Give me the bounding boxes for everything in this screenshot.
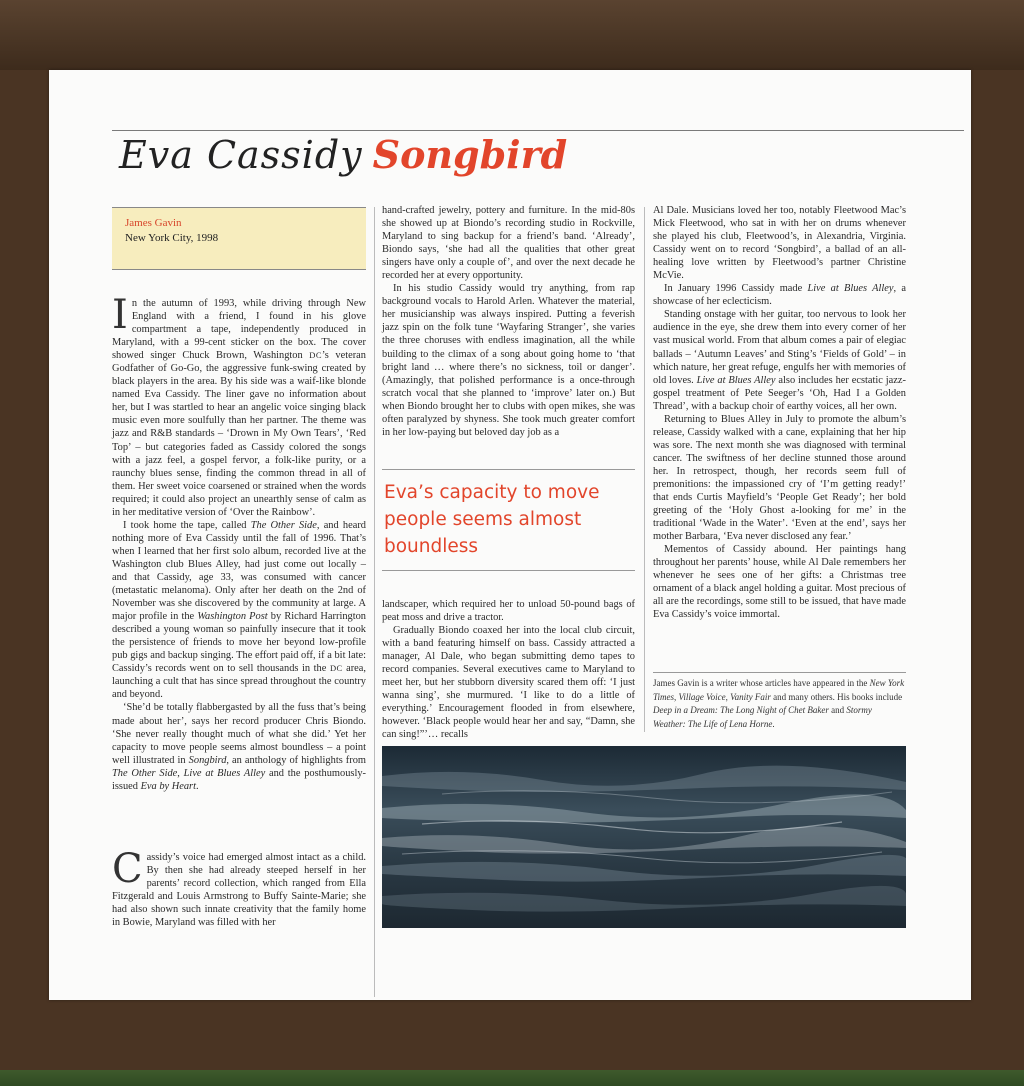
text-run: In his studio Cassidy would try anything, from rap background vocals to Harold Arlen. Whatever the material, her musicianship was always inspired. Putting a feverish jazz spin on the folk tune ‘Wayfaring Stranger’, she varies the three choruses with endless imagination, all the while building to the climax of a song about going home to ‘that bright land … where there’s no sickness, toil or danger’. (Amazingly, that polished performance is a once-through scratch vocal that she planned to ‘improve’ later on.) But when Biondo brought her to clubs with open mikes, she was often paralyzed by shyness. She took much greater comfort in her low-paying but beloved day job as a bbox=[382, 283, 635, 438]
article-column-1b bbox=[112, 846, 366, 929]
article-paragraph bbox=[653, 308, 906, 412]
article-column-1a bbox=[112, 292, 367, 793]
text-run: Gradually Biondo coaxed her into the local club circuit, with a band featuring himself on bass. Cassidy attracted a manager, Al Dale, who began submitting demo tapes to record companies. Several executives came to Maryland to meet her, but her stubborn diversity scared them off: ‘I just wanna sing’, she murmured. ‘I like to do a little of everything.’ Encouragement flooded in from elsewhere, however. ‘Black people would hear her and say, “Damn, she can sing!”’… recalls bbox=[382, 625, 635, 741]
title-rule bbox=[112, 130, 964, 131]
article-column-2b bbox=[382, 598, 635, 742]
text-run: Eva by Heart bbox=[140, 780, 196, 792]
text-run: and many others. His books include bbox=[770, 691, 903, 702]
text-run: Stormy Weather: The Life of Lena Horne bbox=[653, 705, 872, 729]
article-sheet bbox=[49, 70, 971, 1000]
article-paragraph bbox=[653, 204, 906, 282]
text-run: Songbird bbox=[188, 754, 227, 766]
text-run: New York Times bbox=[653, 678, 905, 702]
frame-bottom-strip bbox=[0, 1070, 1024, 1086]
drop-cap: I bbox=[112, 292, 128, 338]
text-run: Live at Blues Alley bbox=[183, 767, 266, 779]
article-paragraph bbox=[382, 624, 635, 741]
text-run: Returning to Blues Alley in July to promote the album’s release, Cassidy walked with a cane, explaining that her hip was sore. The next month she was diagnosed with terminal cancer. The swiftness of her decline stunned those around her. In retrospect, though, her records seem full of premonitions: the impassioned cry of ‘I’m getting ready!’ that ends Curtis Mayfield’s ‘People Get Ready’; her bold greeting of the ‘Holy Ghost a-looking for me’ in the traditional ‘Wade in the Water’. ‘Even at the end’, says her mother Barbara, ‘Eva never disclosed any fear.’ bbox=[653, 413, 906, 543]
text-run: Live at Blues Alley bbox=[696, 374, 776, 386]
text-run: , bbox=[725, 691, 731, 702]
text-run: Standing onstage with her guitar, too nervous to look her audience in the eye, she drew them into every corner of her vast musical world. From that album comes a pair of elegiac ballads – ‘Autumn Leaves’ and Sting’s ‘Fields of Gold’ – in which nature, her great refuge, engulfs her with memories of old loves. bbox=[653, 309, 906, 386]
text-run: landscaper, which required her to unload 50-pound bags of peat moss and drive a tractor. bbox=[382, 599, 635, 624]
article-paragraph bbox=[112, 701, 366, 792]
article-paragraph bbox=[382, 282, 635, 439]
title-artist: Eva Cassidy bbox=[119, 133, 363, 177]
text-run: DC bbox=[329, 663, 343, 674]
pullquote-rule-top bbox=[382, 469, 635, 470]
text-run: and bbox=[828, 705, 847, 716]
article-title bbox=[119, 132, 567, 188]
text-run: Al Dale. Musicians loved her too, notably Fleetwood Mac’s Mick Fleetwood, who sat in with her on drums whenever she played his club, Fleetwood’s, in Alexandria, Virginia. Cassidy went on to record ‘Songbird’, a ballad of an all-healing love written by Fleetwood’s partner Christine McVie. bbox=[653, 205, 906, 282]
text-run: , bbox=[177, 767, 184, 779]
text-run: . bbox=[195, 780, 199, 792]
text-run: area, launching a cult that has since spread throughout the country and beyond. bbox=[112, 663, 367, 701]
text-run: Mementos of Cassidy abound. Her paintings hang throughout her parents’ house, while Al Dale remembers her whenever he sees one of her gifts: a Christmas tree ornament of a black angel holding a guitar. Most precious of all are the recordings, some still to be issued, that have made Eva Cassidy’s voice immortal. bbox=[653, 544, 906, 621]
title-album: Songbird bbox=[372, 132, 568, 177]
text-run: Vanity Fair bbox=[730, 691, 771, 702]
text-run: Deep in a Dream: The Long Night of Chet Baker bbox=[653, 705, 829, 716]
text-run: also includes her ecstatic jazz-gospel treatment of Pete Seeger’s ‘Oh, Had I a Golden Thread’, with a backup choir of earthy voices, all her own. bbox=[653, 374, 906, 412]
article-paragraph bbox=[112, 292, 366, 519]
pullquote-rule-bottom bbox=[382, 570, 635, 571]
article-column-3 bbox=[653, 204, 906, 622]
bio-rule bbox=[653, 672, 906, 673]
article-paragraph bbox=[382, 204, 635, 282]
text-run: Village Voice bbox=[678, 691, 726, 702]
column-divider bbox=[644, 207, 645, 732]
byline-author: James Gavin bbox=[125, 217, 182, 229]
text-run: James Gavin is a writer whose articles have appeared in the bbox=[653, 678, 870, 688]
byline-place-date: New York City, 1998 bbox=[125, 232, 219, 244]
article-paragraph bbox=[382, 598, 635, 624]
byline-box bbox=[112, 207, 366, 270]
article-paragraph bbox=[112, 519, 366, 702]
article-paragraph bbox=[653, 282, 906, 308]
text-run: ‘She’d be totally flabbergasted by all the fuss that’s being made about her’, says her record producer Chris Biondo. ‘She never really thought much of what she did.’ Yet her capacity to move people seems almost boundless – a point well illustrated in bbox=[112, 702, 366, 766]
frame-top bbox=[0, 0, 1024, 70]
text-run: I took home the tape, called bbox=[123, 519, 251, 531]
text-run: ’s veteran Godfather of Go-Go, the aggressive funk-swing created by black players in the area. By his side was a waif-like blonde named Eva Cassidy. The liner gave no information about her, but I was startled to hear an angelic voice singing black music even more soulfully than her partner. The theme was jazz and R&B standards – ‘Drown in My Own Tears’, ‘Red Top’ – but categories faded as Cassidy colored the songs with a jazz feel, a gospel fervor, a folk-like purity, or a raunchy blues sense, finding the common thread in all of them. Her sweet voice coarsened or strained when the words required; it could also project an unearthly sense of calm as in her meditative version of ‘Over the Rainbow’. bbox=[112, 350, 366, 518]
text-run: , and heard nothing more of Eva Cassidy until the fall of 1996. That’s when I learned that her first solo album, recorded live at the Washington club Blues Alley, had just come out locally – and that Cassidy, age 33, was consumed with cancer (metastatic melanoma). Only after her death on the 2nd of November was she discovered by the community at large. A major profile in the bbox=[112, 519, 366, 623]
text-run: and the posthumously-issued bbox=[112, 767, 366, 792]
article-paragraph bbox=[653, 413, 906, 543]
text-run: The Other Side bbox=[112, 767, 178, 779]
water-photo-image bbox=[382, 746, 906, 928]
author-bio bbox=[653, 677, 906, 731]
article-paragraph bbox=[653, 543, 906, 621]
text-run: hand-crafted jewelry, pottery and furniture. In the mid-80s she showed up at Biondo’s recording studio in Rockville, Maryland to sing backup for a friend’s band. ‘Already’, Biondo says, ‘she had all the qualities that other great singers have only a couple of’, and over the next decade he recorded her at every opportunity. bbox=[382, 205, 635, 282]
text-run: assidy’s voice had emerged almost intact as a child. By then she had already steeped herself in her parents’ record collection, which ranged from Ella Fitzgerald and Louis Armstrong to Buffy Sainte-Marie; she had also shown such innate creativity that the family home in Bowie, Maryland was filled with her bbox=[112, 852, 366, 929]
text-run: . bbox=[772, 718, 775, 729]
text-run: , bbox=[674, 691, 679, 702]
text-run: DC bbox=[309, 350, 322, 361]
text-run: In January 1996 Cassidy made bbox=[664, 283, 808, 295]
text-run: The Other Side bbox=[250, 519, 317, 531]
water-photo bbox=[382, 746, 906, 928]
author-bio-text bbox=[653, 677, 906, 731]
drop-cap: C bbox=[112, 846, 143, 892]
text-run: , an anthology of highlights from bbox=[226, 754, 366, 766]
text-run: n the autumn of 1993, while driving through New England with a friend, I found in his glove compartment a tape, independently produced in Maryland, with a 99-cent sticker on the box. The cover showed singer Chuck Brown, Washington bbox=[112, 298, 366, 362]
text-run: Washington Post bbox=[197, 611, 268, 623]
text-run: by Richard Harrington described a young woman so painfully insecure that it took the persistence of friends to move her beyond low-profile pub gigs and backup singing. The effort paid off, if a bit late: Cassidy’s records went on to sell thousands in the bbox=[112, 611, 366, 675]
text-run: , a showcase of her eclecticism. bbox=[653, 283, 906, 308]
article-paragraph bbox=[112, 846, 366, 929]
pullquote: Eva’s capacity to move people seems almost boundless bbox=[384, 482, 600, 557]
text-run: Live at Blues Alley bbox=[807, 283, 894, 295]
column-divider bbox=[374, 207, 375, 997]
article-column-2a bbox=[382, 204, 635, 439]
